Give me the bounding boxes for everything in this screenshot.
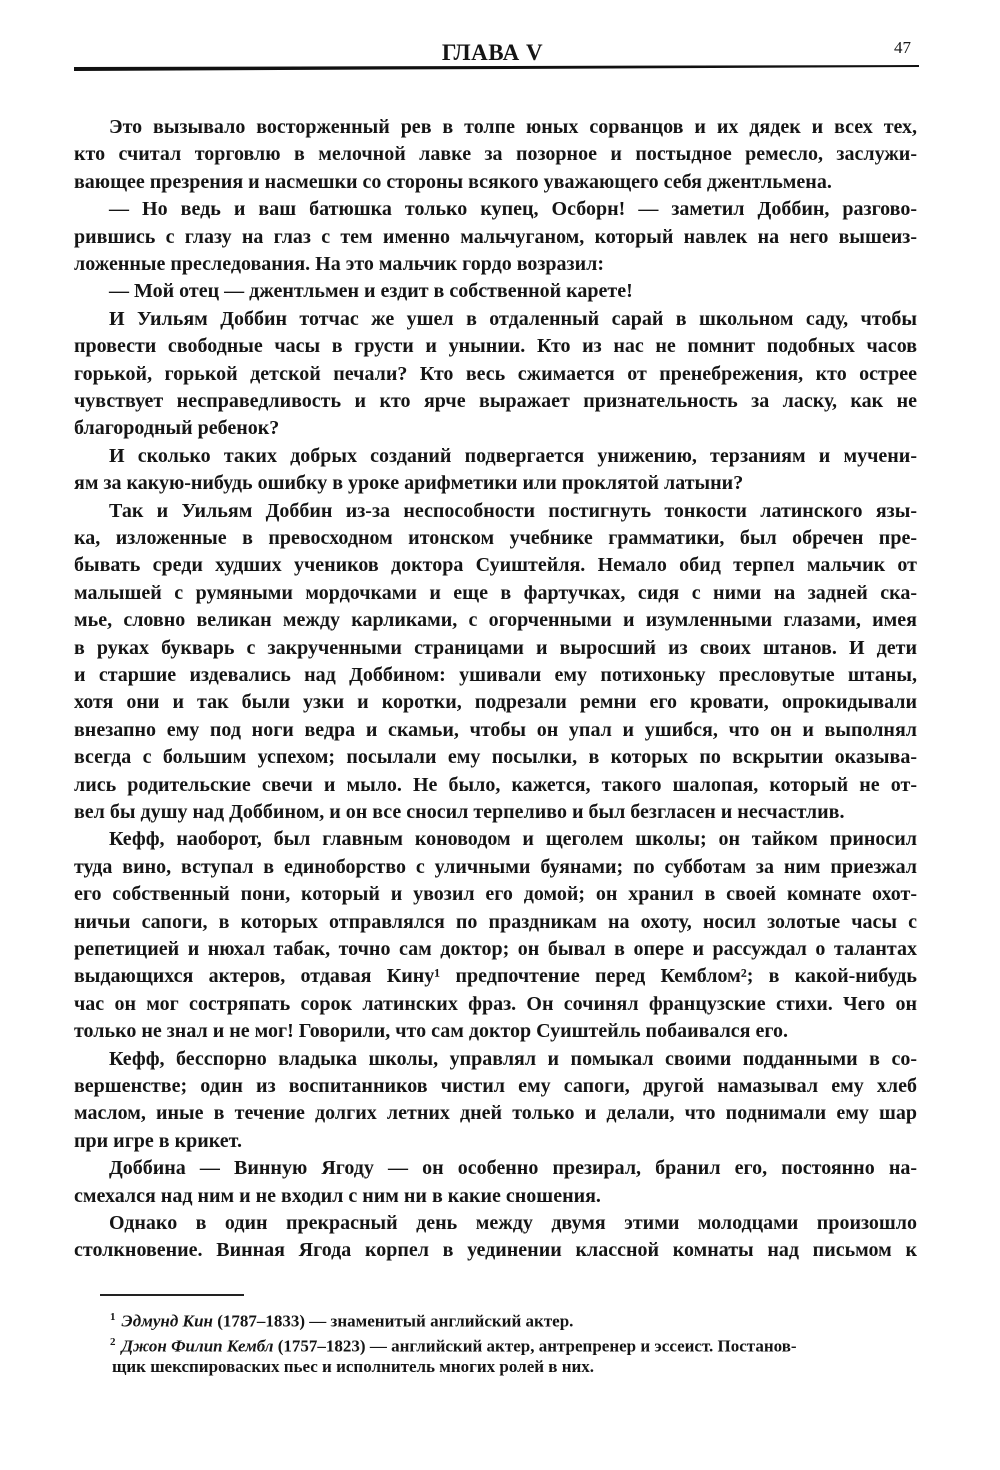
text-line: в руках букварь с закрученными страницами и выросший из своих штанов. И дети (74, 636, 917, 659)
text-line: горькой, горькой детской печали? Кто весь сжимается от пренебрежения, кто острее (74, 362, 917, 385)
text-line: репетицией и нюхал табак, точно сам доктор; он бывал в опере и рассуждал о талантах (74, 938, 917, 960)
footnote (110, 1331, 930, 1358)
footnote-name: Джон Филип Кембл (121, 1336, 274, 1356)
text-line: хотя они и так были узки и коротки, подрезали ремни его кровати, опрокидывали (74, 691, 917, 714)
footnote-marker: 1 (110, 1311, 116, 1323)
text-line: рившись с глазу на глаз с тем именно мальчуганом, который навлек на него вышеиз- (74, 225, 917, 248)
text-line: кто считал торговлю в мелочной лавке за позорное и постыдное ремесло, заслужи- (74, 143, 917, 166)
text-line: и старшие издевались над Доббином: ушивали ему потихоньку пресловутые штаны, (74, 664, 917, 686)
text-line: его собственный пони, который и увозил его домой; он хранил в своей комнате охот- (74, 883, 917, 906)
footnote-text: (1757–1823) — английский актер, антрепренер и эссеист. Постанов- (273, 1336, 797, 1356)
text-line: туда вино, вступал в единоборство с уличными буянами; по субботам за ним приезжал (74, 855, 917, 878)
text-line: лись родительские свечи и мыло. Не было, кажется, такого шалопая, который не от- (74, 773, 917, 796)
text-line: малышей с румяными мордочками и еще в фартучках, сидя с ними на задней ска- (74, 581, 917, 604)
header-rule (74, 64, 919, 72)
text-line: столкновение. Винная Ягода корпел в уединении классной комнаты над письмом к (74, 1239, 917, 1262)
text-line: при игре в крикет. (74, 1129, 242, 1152)
text-line: Кефф, бесспорно владыка школы, управлял и помыкал своими подданными в со- (109, 1047, 917, 1070)
text-line: ничьи сапоги, в которых отправлялся по праздникам на охоту, носил золотые часы с (74, 910, 917, 933)
text-line: смехался над ним и не входил с ним ни в какие сношения. (74, 1184, 601, 1207)
text-line: И Уильям Доббин тотчас же ушел в отдаленный сарай в школьном саду, чтобы (109, 307, 917, 330)
footnote-name: Эдмунд Кин (121, 1311, 213, 1331)
text-line: — Мой отец — джентльмен и ездит в собственной карете! (109, 280, 633, 303)
page-number: 47 (894, 38, 911, 57)
text-line: маслом, иные в течение долгих летних дней только и делали, что поднимали ему шар (74, 1102, 917, 1125)
text-line: ка, изложенные в превосходном итонском учебнике грамматики, был обречен пре- (74, 527, 917, 549)
text-line: час он мог состряпать сорок латинских фраз. Он сочинял французские стихи. Чего он (74, 992, 917, 1015)
text-line: только не знал и не мог! Говорили, что сам доктор Суиштейль побаивался его. (74, 1020, 788, 1043)
text-line: внезапно ему под ноги ведра и скамьи, чтобы он упал и ушибся, что он и выполнял (74, 718, 917, 741)
text-line: Доббина — Винную Ягоду — он особенно презирал, бранил его, постоянно на- (109, 1157, 917, 1180)
running-head-title: ГЛАВА V (441, 40, 544, 65)
text-line: выдающихся актеров, отдавая Кину¹ предпочтение перед Кемблом²; в какой-нибудь (74, 965, 917, 988)
text-line: провести свободные часы в грусти и унынии. Кто из нас не помнит подобных часов (74, 335, 917, 358)
footnote-rule (100, 1294, 244, 1296)
text-line: ям за какую-нибудь ошибку в уроке арифметики или проклятой латыни? (74, 472, 744, 495)
footnote-continuation: щик шекспироваских пьес и исполнитель многих ролей в них. (112, 1357, 595, 1376)
text-line: благородный ребенок? (74, 417, 280, 440)
text-line: И сколько таких добрых созданий подвергается унижению, терзаниям и мучени- (109, 444, 917, 467)
text-line: вершенстве; один из воспитанников чистил ему сапоги, другой намазывал ему хлеб (74, 1075, 917, 1097)
footnote-marker: 2 (110, 1336, 116, 1348)
text-line: ложенные преследования. На это мальчик гордо возразил: (74, 253, 604, 275)
footnote (110, 1306, 930, 1333)
text-line: мье, словно великан между карликами, с огорченными и изумленными глазами, имея (74, 609, 917, 632)
footnote-text: (1787–1833) — знаменитый английский актер. (212, 1311, 574, 1331)
text-line: — Но ведь и ваш батюшка только купец, Осборн! — заметил Доббин, разгово- (109, 198, 917, 221)
text-line: вел бы душу над Доббином, и он все сносил терпеливо и был безгласен и несчастлив. (74, 801, 845, 823)
text-line: всегда с большим успехом; посылали ему посылки, в которых по вскрытии оказыва- (74, 746, 917, 769)
text-line: чувствует несправедливость и кто ярче выражает признательность за ласку, как не (74, 390, 917, 412)
text-line: вающее презрения и насмешки со стороны всякого уважающего себя джентльмена. (74, 170, 832, 193)
text-line: Однако в один прекрасный день между двумя этими молодцами произошло (109, 1212, 917, 1234)
text-line: Кефф, наоборот, был главным коноводом и щеголем школы; он тайком приносил (109, 828, 917, 851)
text-line: Так и Уильям Доббин из-за неспособности постигнуть тонкости латинского язы- (109, 499, 917, 522)
text-line: бывать среди худших учеников доктора Суиштейля. Немало обид терпел мальчик от (74, 554, 917, 577)
text-line: Это вызывало восторженный рев в толпе юных сорванцов и их дядек и всех тех, (109, 116, 917, 138)
